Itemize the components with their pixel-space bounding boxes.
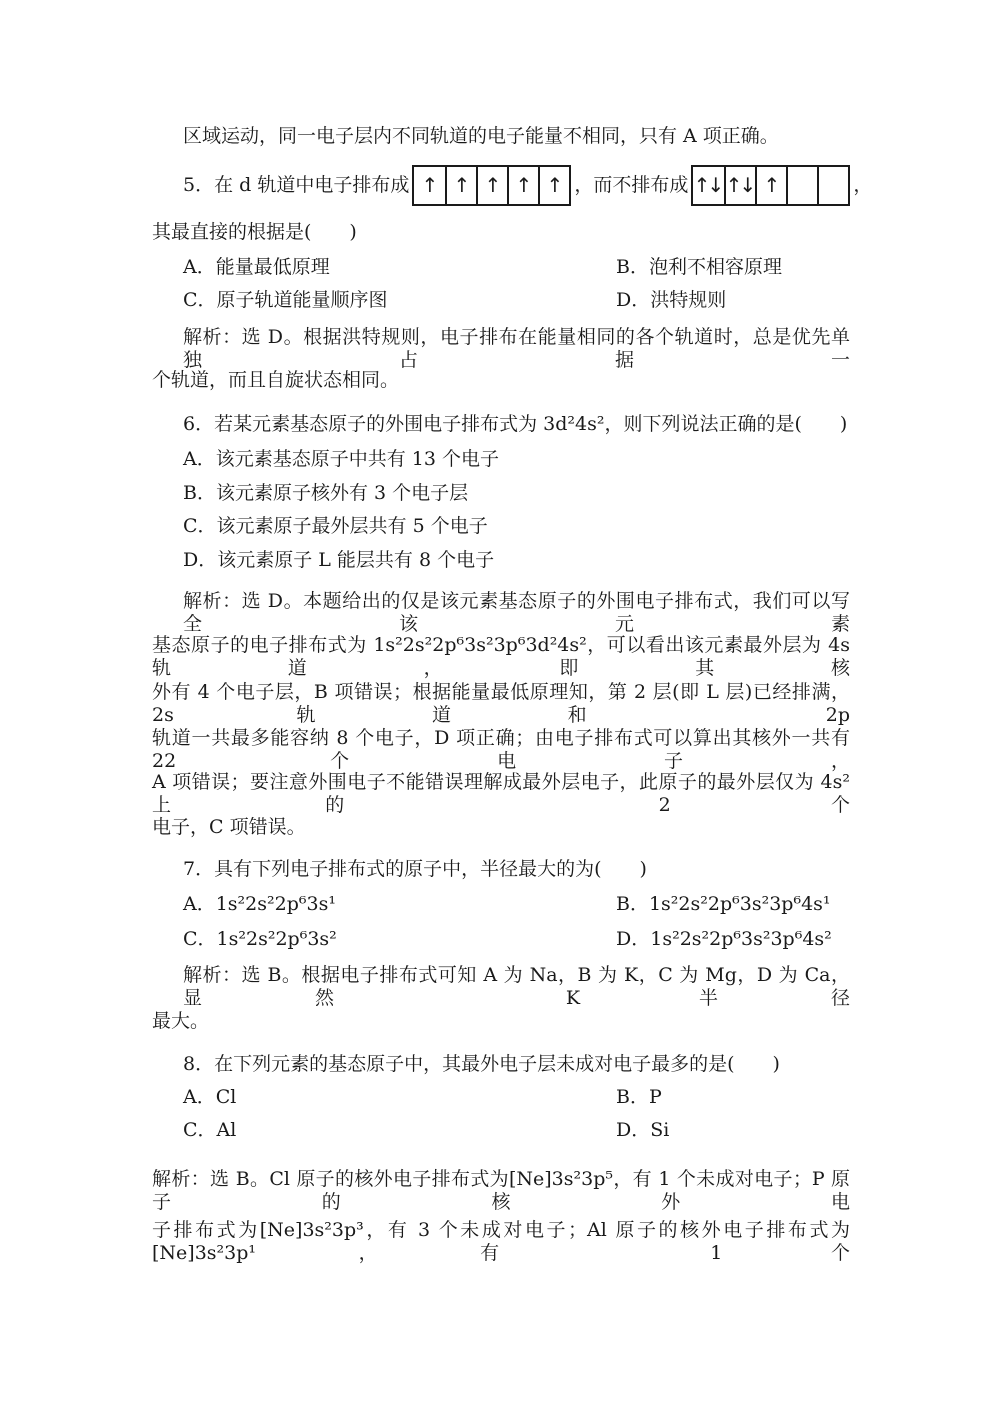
analysis-line: 解析：选 D。根据洪特规则，电子排布在能量相同的各个轨道时，总是优先单独占据一 — [183, 326, 850, 371]
question-7-stem: 7．具有下列电子排布式的原子中，半径最大的为( ) — [183, 858, 647, 880]
option-d: D．洪特规则 — [616, 289, 727, 311]
option-b: B．P — [616, 1086, 662, 1108]
option-d: D．Si — [616, 1119, 670, 1141]
orbital-cell: ↑ — [755, 167, 786, 204]
analysis-line: 轨道一共最多能容纳 8 个电子，D 项正确；由电子排布式可以算出其核外一共有 22 个电子， — [152, 727, 850, 772]
analysis-line: 最大。 — [152, 1010, 210, 1032]
question-8-options-cd — [152, 1119, 850, 1142]
option-d: D．1s²2s²2p⁶3s²3p⁶4s² — [616, 928, 832, 950]
orbital-diagram-correct — [412, 165, 571, 206]
option-a: A．Cl — [183, 1086, 237, 1108]
question-5-stem-line2: 其最直接的根据是( ) — [152, 221, 357, 243]
orbital-cell: ↑↓ — [693, 172, 722, 197]
question-5-stem — [152, 165, 873, 205]
orbital-diagram-incorrect — [691, 165, 850, 206]
option-b: B．1s²2s²2p⁶3s²3p⁶4s¹ — [616, 893, 831, 915]
option-c: C．Al — [183, 1119, 237, 1141]
option-a: A．能量最低原理 — [183, 256, 330, 278]
question-5-stem-prefix: 5．在 d 轨道中电子排布成 — [183, 173, 410, 196]
question-6-stem: 6．若某元素基态原子的外围电子排布式为 3d²4s²，则下列说法正确的是( ) — [183, 413, 848, 435]
question-5-options-ab — [152, 256, 850, 279]
orbital-cell: ↑ — [507, 167, 538, 204]
option-a: A．1s²2s²2p⁶3s¹ — [183, 893, 336, 915]
orbital-cell: ↑ — [538, 167, 569, 204]
orbital-cell — [786, 167, 817, 204]
analysis-line: 个轨道，而且自旋状态相同。 — [152, 369, 400, 391]
option-b: B．该元素原子核外有 3 个电子层 — [183, 482, 469, 504]
option-c: C．1s²2s²2p⁶3s² — [183, 928, 337, 950]
analysis-line: 解析：选 B。Cl 原子的核外电子排布式为[Ne]3s²3p⁵，有 1 个未成对电子；P 原子的核外电 — [152, 1168, 850, 1213]
option-a: A．该元素基态原子中共有 13 个电子 — [183, 448, 499, 470]
analysis-line: 子排布式为[Ne]3s²3p³，有 3 个未成对电子；Al 原子的核外电子排布式为[Ne]3s²3p¹，有 1 个 — [152, 1219, 850, 1264]
question-8-options-ab — [152, 1086, 850, 1109]
question-5-stem-mid: ，而不排布成 — [574, 173, 689, 196]
question-7-options-cd — [152, 928, 850, 951]
question-5-options-cd — [152, 289, 850, 312]
analysis-line: 外有 4 个电子层，B 项错误；根据能量最低原理知，第 2 层(即 L 层)已经排满，2s 轨道和 2p — [152, 681, 850, 726]
orbital-cell — [817, 167, 848, 204]
orbital-cell: ↑↓ — [724, 167, 755, 204]
question-7-options-ab — [152, 893, 850, 916]
analysis-line: 解析：选 B。根据电子排布式可知 A 为 Na，B 为 K，C 为 Mg，D 为 Ca，显然 K 半径 — [183, 964, 850, 1009]
option-b: B．泡利不相容原理 — [616, 256, 782, 278]
question-5-stem-suffix: ， — [853, 173, 873, 196]
orbital-cell: ↑ — [476, 167, 507, 204]
option-c: C．该元素原子最外层共有 5 个电子 — [183, 515, 488, 537]
analysis-line: A 项错误；要注意外围电子不能错误理解成最外层电子，此原子的最外层仅为 4s² 上的 2 个 — [152, 771, 850, 816]
intro-line: 区域运动，同一电子层内不同轨道的电子能量不相同，只有 A 项正确。 — [183, 125, 779, 147]
orbital-cell: ↑ — [445, 167, 476, 204]
analysis-line: 基态原子的电子排布式为 1s²2s²2p⁶3s²3p⁶3d²4s²，可以看出该元素最外层为 4s 轨道，即其核 — [152, 634, 850, 679]
analysis-line: 电子，C 项错误。 — [152, 816, 306, 838]
option-d: D．该元素原子 L 能层共有 8 个电子 — [183, 549, 495, 571]
analysis-line: 解析：选 D。本题给出的仅是该元素基态原子的外围电子排布式，我们可以写全该元素 — [183, 590, 850, 635]
orbital-cell: ↑ — [421, 172, 436, 197]
question-8-stem: 8．在下列元素的基态原子中，其最外电子层未成对电子最多的是( ) — [183, 1053, 780, 1075]
option-c: C．原子轨道能量顺序图 — [183, 289, 388, 311]
